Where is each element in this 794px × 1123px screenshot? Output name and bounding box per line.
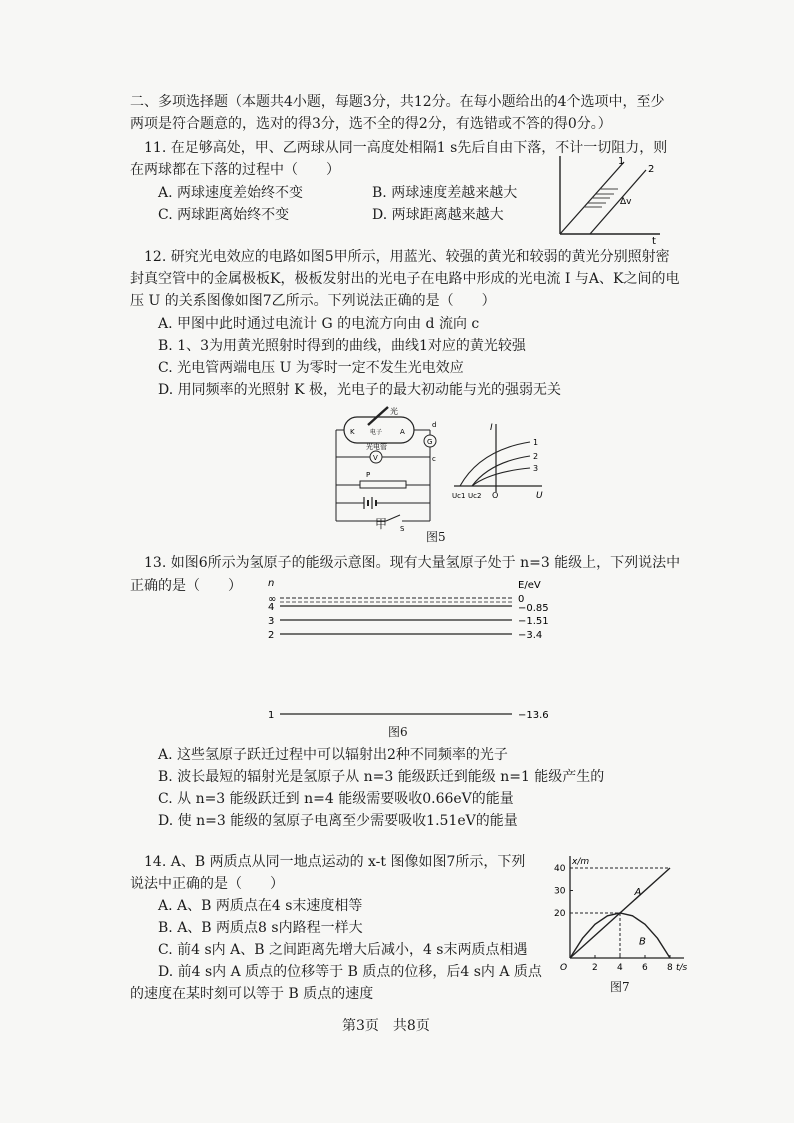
q12-option-d: D. 用同频率的光照射 K 极，光电子的最大初动能与光的强弱无关 <box>158 382 561 398</box>
level-n-inf: ∞ <box>268 594 277 605</box>
q13-option-c: C. 从 n=3 能级跃迁到 n=4 能级需要吸收0.66eV的能量 <box>158 791 514 807</box>
q14-xt-chart <box>548 842 698 982</box>
y-tick-label: 40 <box>554 864 566 874</box>
level-n-2: 2 <box>268 630 275 641</box>
level-n-4: 4 <box>268 602 275 613</box>
q11-label-t: t <box>652 236 656 244</box>
q11-label-1: 1 <box>618 156 625 167</box>
curve-3-label: 3 <box>533 464 539 473</box>
circuit-light-label: 光 <box>390 407 398 416</box>
axis-E-label: E/eV <box>518 580 541 591</box>
q13-stem-2: 正确的是（ ） <box>130 578 242 594</box>
iu-curve-2 <box>472 456 530 486</box>
page-footer: 第3页 共8页 <box>342 1018 430 1034</box>
x-tick-label: 2 <box>592 963 598 973</box>
x-tick-label: 6 <box>642 963 648 973</box>
graph-I-label: I <box>490 423 493 433</box>
q14-option-c: C. 前4 s内 A、B 之间距离先增大后减小，4 s末两质点相遇 <box>158 942 528 958</box>
y-tick-label: 20 <box>554 909 566 919</box>
q14-option-a: A. A、B 两质点在4 s末速度相等 <box>158 898 363 914</box>
q11-stem-2: 在两球都在下落的过程中（ ） <box>130 162 340 178</box>
q13-option-a: A. 这些氢原子跃迁过程中可以辐射出2种不同频率的光子 <box>158 747 508 763</box>
circuit-P-label: P <box>366 471 371 479</box>
q12-stem-2: 封真空管中的金属极板K，极板发射出的光电子在电路中形成的光电流 I 与A、K之间的电 <box>130 271 680 287</box>
axis-n-label: n <box>268 578 275 589</box>
q14-stem: 14. A、B 两质点从同一地点运动的 x-t 图像如图7所示，下列 <box>144 854 526 870</box>
q12-option-c: C. 光电管两端电压 U 为零时一定不发生光电效应 <box>158 360 464 376</box>
level-E-3: −1.51 <box>518 616 549 627</box>
curve-1-label: 1 <box>533 438 539 447</box>
level-E-inf: 0 <box>518 594 525 605</box>
q12-option-b: B. 1、3为用黄光照射时得到的曲线，曲线1对应的黄光较强 <box>158 338 526 354</box>
origin-label: O <box>560 963 568 973</box>
q14-figure-caption: 图7 <box>610 980 630 994</box>
q12-stem-3: 压 U 的关系图像如图7乙所示。下列说法正确的是（ ） <box>130 293 496 309</box>
level-n-1: 1 <box>268 710 275 721</box>
y-tick-label: 30 <box>554 886 566 897</box>
level-E-1: −13.6 <box>518 710 549 721</box>
q14-option-b: B. A、B 两质点8 s内路程一样大 <box>158 920 363 936</box>
series-A-label: A <box>634 887 642 898</box>
q11-option-d: D. 两球距离越来越大 <box>372 207 504 223</box>
curve-2-label: 2 <box>533 452 539 461</box>
q13-energy-levels <box>262 576 572 726</box>
graph-U-label: U <box>536 491 543 501</box>
circuit-S-label: S <box>400 525 405 533</box>
circuit-V-label: V <box>373 454 378 462</box>
q12-stem: 12. 研究光电效应的电路如图5甲所示，用蓝光、较强的黄光和较弱的黄光分别照射密 <box>144 249 670 265</box>
circuit-c-label: c <box>432 455 436 463</box>
level-n-3: 3 <box>268 616 275 627</box>
q13-option-d: D. 使 n=3 能级的氢原子电离至少需要吸收1.51eV的能量 <box>158 813 518 829</box>
iu-curve-1 <box>460 442 530 486</box>
circuit-G-label: G <box>427 438 433 446</box>
circuit-tube-label: 光电管 <box>366 443 387 451</box>
q11-figure <box>548 152 668 244</box>
q14-option-d-cont: 的速度在某时刻可以等于 B 质点的速度 <box>130 986 374 1002</box>
q11-label-dv: Δv <box>620 197 632 207</box>
level-E-4: −0.85 <box>518 603 549 614</box>
section-header-2: 两项是符合题意的，选对的得3分，选不全的得2分，有选错或不答的得0分。） <box>130 116 612 132</box>
q14-option-d: D. 前4 s内 A 质点的位移等于 B 质点的位移，后4 s内 A 质点 <box>158 964 542 980</box>
q12-iu-graph <box>450 420 550 502</box>
circuit-A-label: A <box>400 428 405 436</box>
circuit-d-label: d <box>432 421 437 429</box>
q13-option-b: B. 波长最短的辐射光是氢原子从 n=3 能级跃迁到能级 n=1 能级产生的 <box>158 769 605 785</box>
q12-figure-sub: 甲 <box>375 517 388 531</box>
x-tick-label: 8 <box>667 963 673 973</box>
x-axis-label: t/s <box>676 963 688 973</box>
y-axis-label: x/m <box>572 857 590 867</box>
q11-option-b: B. 两球速度差越来越大 <box>372 185 518 201</box>
circuit-K-label: K <box>350 428 355 436</box>
graph-uc1-label: Uc1 <box>452 492 466 500</box>
q11-option-c: C. 两球距离始终不变 <box>158 207 290 223</box>
level-E-2: −3.4 <box>518 630 543 641</box>
q11-label-2: 2 <box>648 164 655 175</box>
x-tick-label: 4 <box>617 963 623 973</box>
q13-figure-caption: 图6 <box>388 725 408 739</box>
q13-stem: 13. 如图6所示为氢原子的能级示意图。现有大量氢原子处于 n=3 能级上，下列说法中 <box>144 555 681 571</box>
q11-option-a: A. 两球速度差始终不变 <box>158 185 304 201</box>
q12-circuit-figure <box>330 405 440 533</box>
q11-stem: 11. 在足够高处，甲、乙两球从同一高度处相隔1 s先后自由下落，不计一切阻力，则 <box>144 140 668 156</box>
graph-uc2-label: Uc2 <box>468 492 482 500</box>
q14-stem-2: 说法中正确的是（ ） <box>130 876 284 892</box>
q12-option-a: A. 甲图中此时通过电流计 G 的电流方向由 d 流向 c <box>158 316 480 332</box>
series-B-label: B <box>639 936 646 948</box>
section-header: 二、多项选择题（本题共4小题，每题3分，共12分。在每小题给出的4个选项中，至少 <box>130 94 665 110</box>
q12-figure-caption: 图5 <box>426 530 446 544</box>
circuit-electron-label: 电子 <box>370 429 383 436</box>
graph-O-label: O <box>492 491 499 500</box>
